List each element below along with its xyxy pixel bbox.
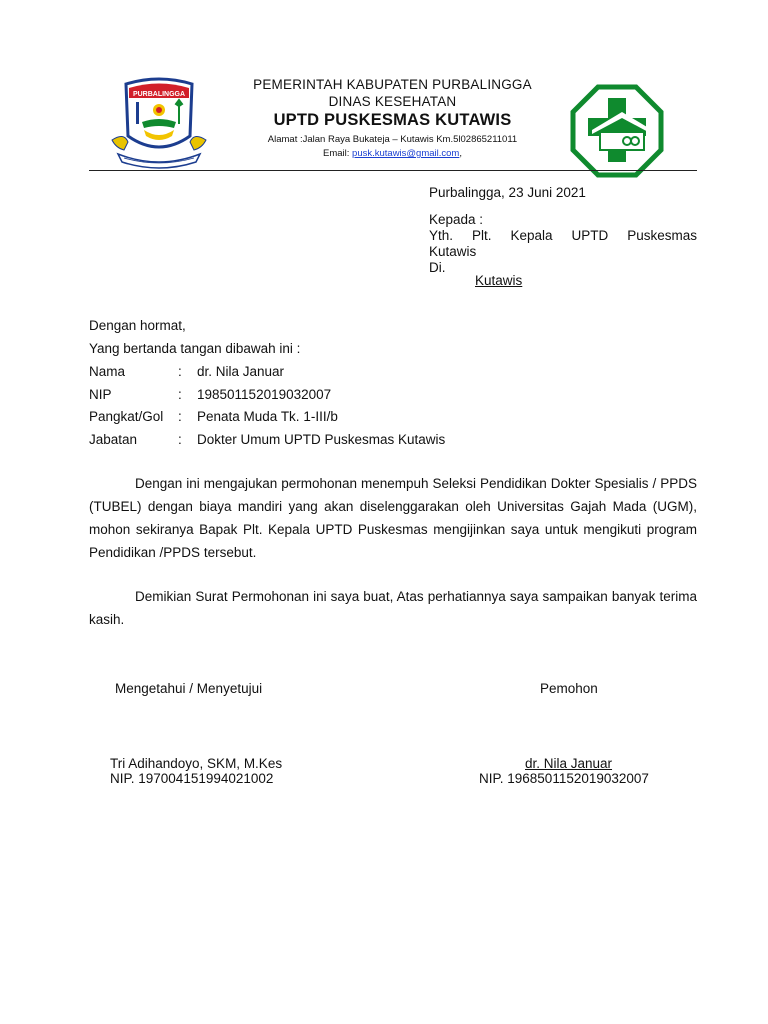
identity-colon: : — [178, 387, 182, 402]
greeting: Dengan hormat, — [89, 318, 186, 333]
signature-approver-title: Mengetahui / Menyetujui — [115, 681, 263, 696]
purbalingga-emblem-icon — [104, 70, 214, 170]
signature-applicant-name: dr. Nila Januar — [525, 756, 613, 771]
email-label: Email: — [322, 148, 353, 159]
identity-value: 198501152019032007 — [197, 387, 332, 402]
identity-colon: : — [178, 409, 182, 424]
identity-colon: : — [178, 364, 182, 379]
signature-approver-nip: NIP. 197004151994021002 — [110, 771, 274, 786]
emblem-banner-text: PURBALINGGA — [132, 91, 186, 98]
email-suffix: , — [459, 148, 462, 159]
letterhead-address: Alamat :Jalan Raya Bukateja – Kutawis Km.5l02865211011 — [267, 134, 518, 145]
letterhead-institution: UPTD PUSKESMAS KUTAWIS — [273, 111, 512, 129]
identity-label: Jabatan — [89, 432, 138, 447]
body-paragraph-request — [89, 472, 697, 564]
email-link[interactable]: pusk.kutawis@gmail.com — [352, 148, 460, 159]
identity-colon: : — [178, 432, 182, 447]
paragraph-text: Demikian Surat Permohonan ini saya buat, Atas perhatiannya saya sampaikan banyak terima kasih. — [89, 589, 697, 627]
recipient-title: Yth. Plt. Kepala UPTD Puskesmas — [429, 228, 697, 243]
recipient-block — [429, 212, 697, 276]
letterhead-government: PEMERINTAH KABUPATEN PURBALINGGA — [253, 77, 532, 92]
paragraph-text: Dengan ini mengajukan permohonan menempuh Seleksi Pendidikan Dokter Spesialis / PPDS (TUBEL) dengan biaya mandiri yang akan diselenggarakan oleh Universitas Gajah Mada (UGM), mohon sekiranya Bapak Plt. Kepala UPTD Puskesmas mengijinkan saya untuk mengikuti program Pendidikan /PPDS tersebut. — [89, 476, 697, 560]
recipient-title-continued: Kutawis — [429, 244, 477, 259]
identity-label: NIP — [89, 387, 112, 402]
signature-applicant-title: Pemohon — [540, 681, 598, 696]
letterhead-department: DINAS KESEHATAN — [328, 94, 457, 109]
signature-approver-name: Tri Adihandoyo, SKM, M.Kes — [110, 756, 283, 771]
letterhead — [220, 76, 565, 160]
identity-value: dr. Nila Januar — [197, 364, 285, 379]
letter-date: Purbalingga, 23 Juni 2021 — [429, 185, 586, 200]
intro-line: Yang bertanda tangan dibawah ini : — [89, 341, 301, 356]
signature-applicant-nip: NIP. 196850115201903200‍7 — [479, 771, 649, 786]
recipient-kepada: Kepada : — [429, 212, 484, 227]
letterhead-divider — [89, 170, 697, 171]
recipient-place: Kutawis — [475, 273, 523, 288]
identity-label: Nama — [89, 364, 126, 379]
body-paragraph-closing — [89, 585, 697, 631]
puskesmas-logo-icon — [570, 84, 664, 178]
recipient-di: Di. — [429, 260, 446, 275]
letterhead-email — [220, 147, 565, 160]
identity-label: Pangkat/Gol — [89, 409, 164, 424]
identity-value: Dokter Umum UPTD Puskesmas Kutawis — [197, 432, 446, 447]
identity-value: Penata Muda Tk. 1-III/b — [197, 409, 338, 424]
